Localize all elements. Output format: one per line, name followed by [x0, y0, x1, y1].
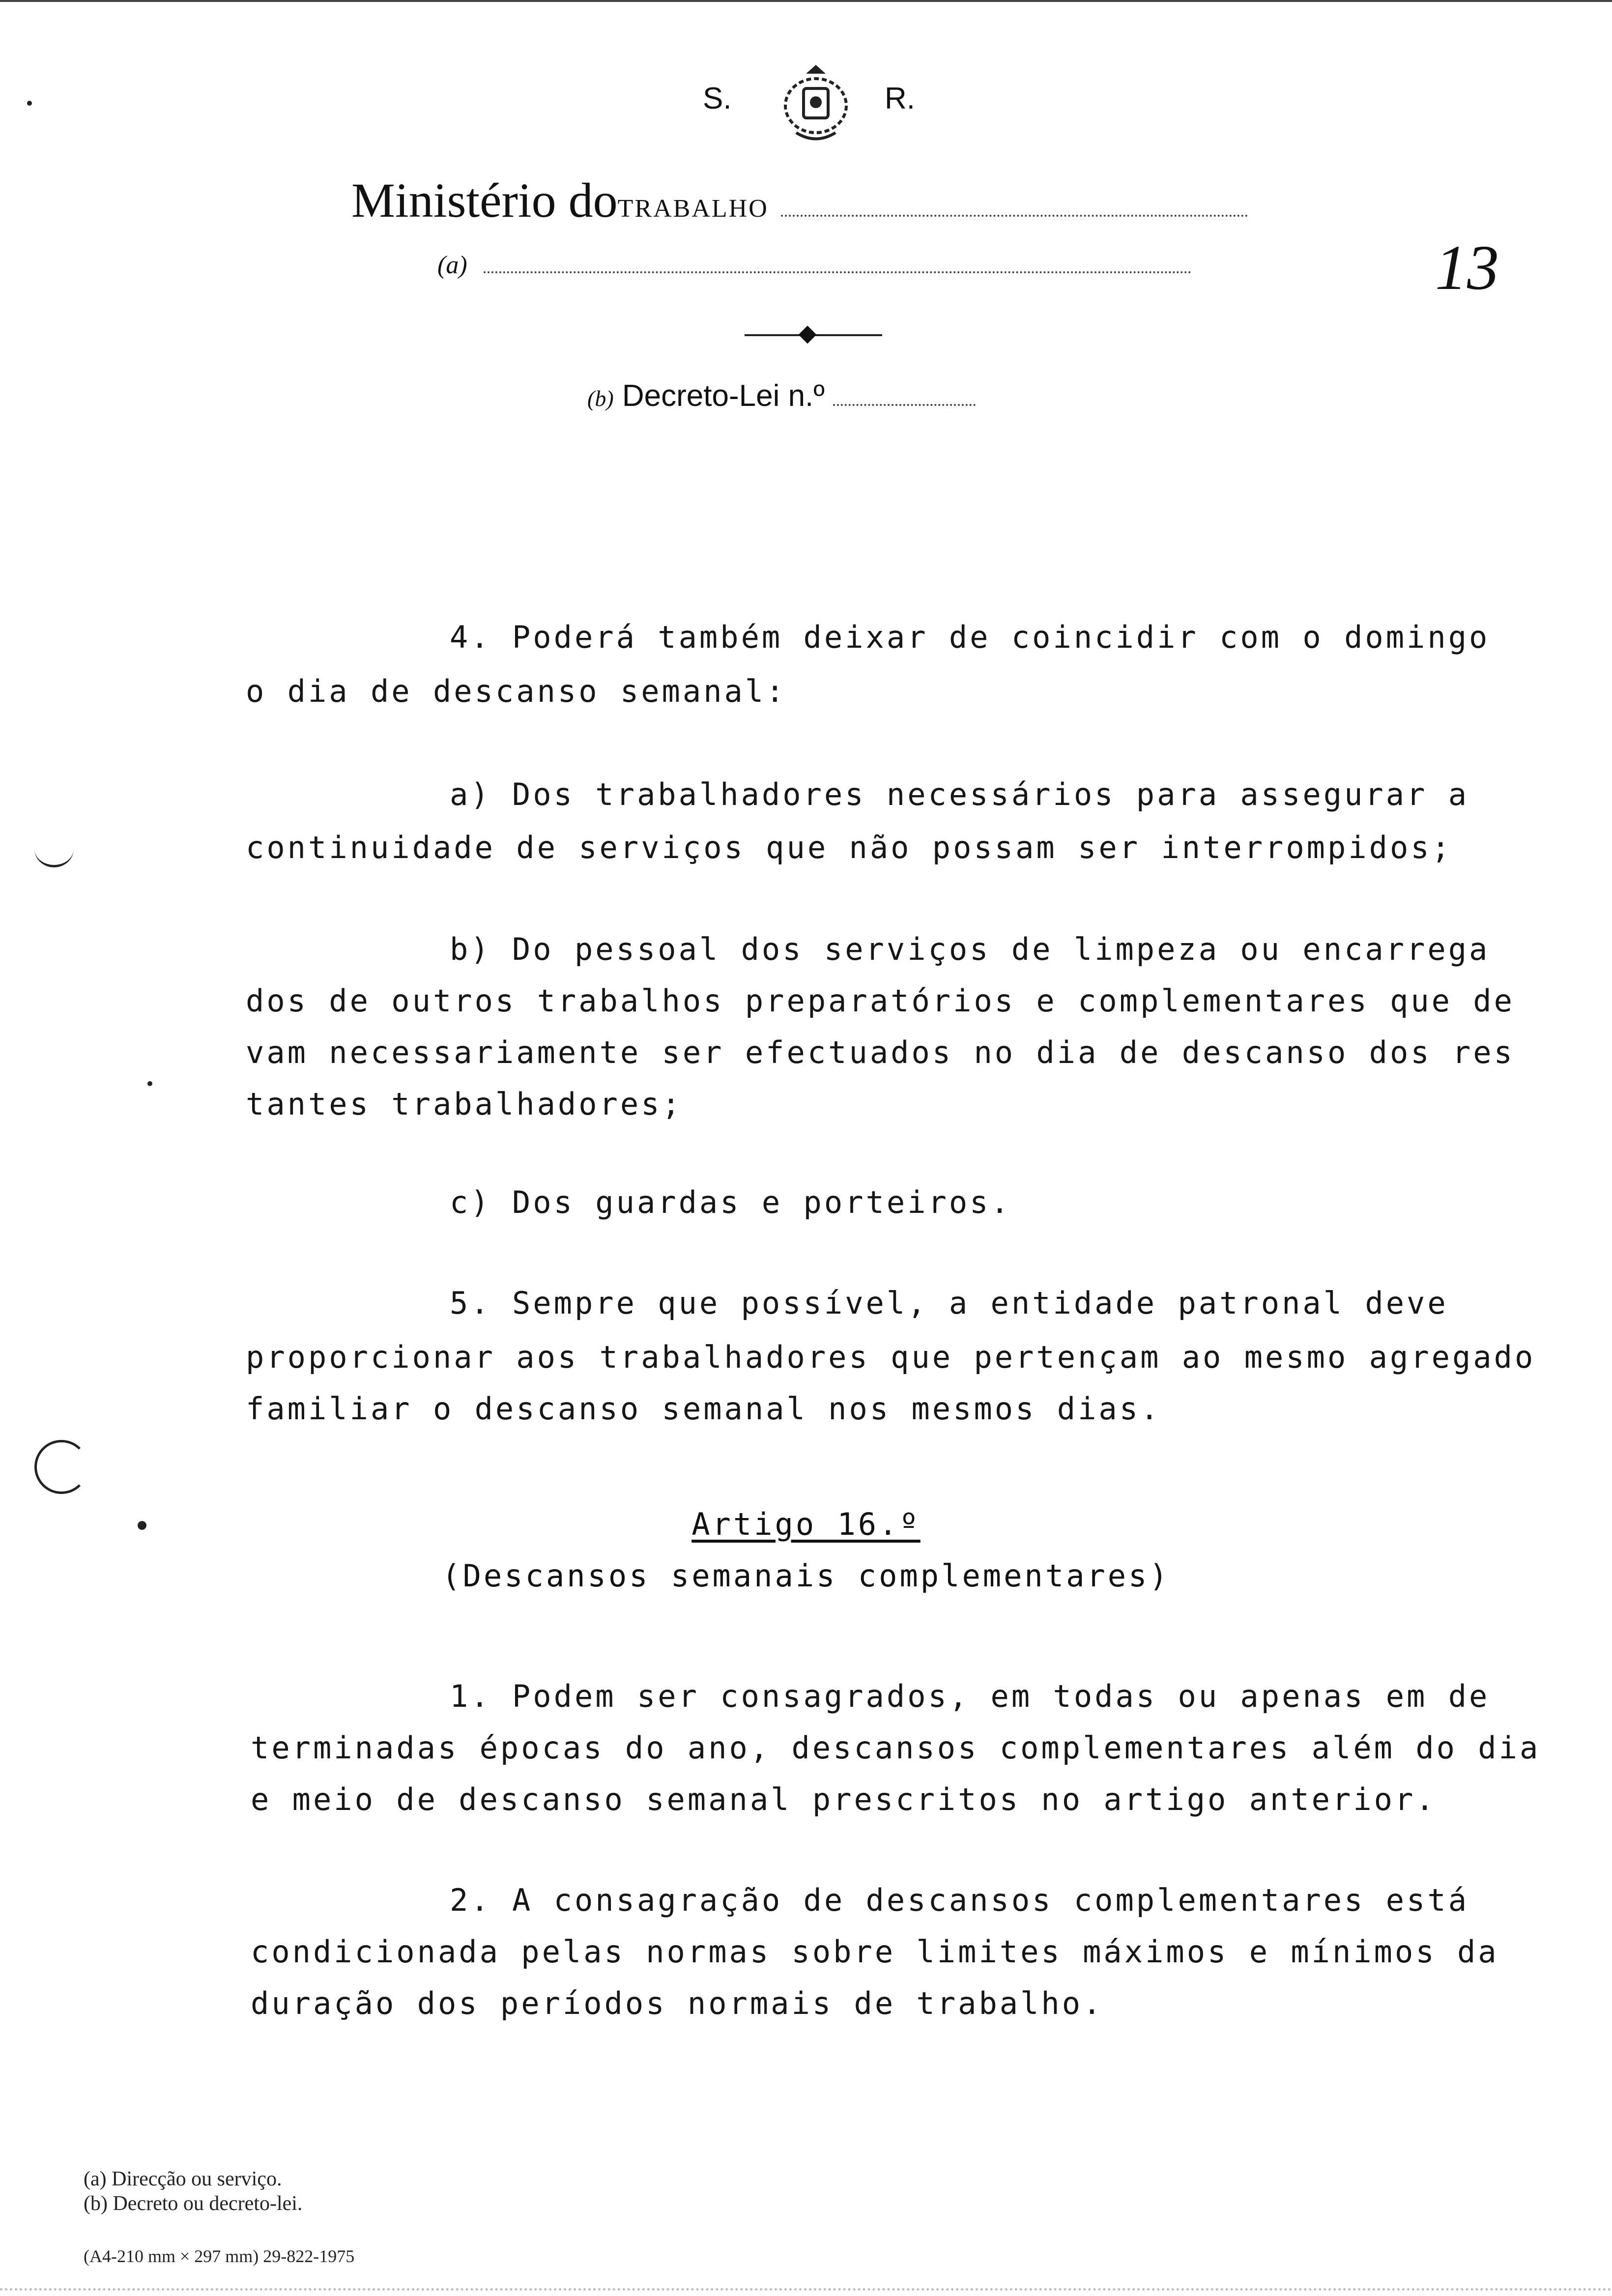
coat-of-arms-icon	[777, 59, 855, 145]
ministry-name: TRABALHO	[617, 195, 769, 223]
scan-speck	[138, 1521, 146, 1530]
scan-speck	[27, 101, 32, 106]
field-a	[437, 251, 1191, 280]
separator-diamond	[799, 326, 817, 344]
decreto-label: Decreto-Lei n.º	[622, 379, 825, 413]
punch-hole-mark	[34, 1440, 88, 1494]
ministry-fill-line	[781, 215, 1248, 217]
article-title-row	[0, 1506, 1612, 1542]
paragraph-2-line-2: condicionada pelas normas sobre limites máximos e mínimos da	[251, 1934, 1499, 1970]
paragraph-2-line-1: 2. A consagração de descansos complementares está	[450, 1882, 1469, 1918]
footnote-a: (a) Direcção ou serviço.	[84, 2168, 282, 2190]
item-b-line-2: dos de outros trabalhos preparatórios e complementares que de	[246, 983, 1515, 1019]
punch-hole-mark	[34, 831, 74, 867]
paragraph-5-line-1: 5. Sempre que possível, a entidade patronal deve	[450, 1285, 1448, 1321]
article-subtitle: (Descansos semanais complementares)	[442, 1558, 1170, 1594]
item-a-line-2: continuidade de serviços que não possam ser interrompidos;	[246, 830, 1452, 865]
bottom-dotted-rule	[0, 2288, 1612, 2291]
field-b-label: (b)	[587, 386, 614, 411]
decreto-line	[587, 378, 976, 413]
print-info: (A4-210 mm × 297 mm) 29-822-1975	[84, 2246, 355, 2266]
item-b-line-1: b) Do pessoal dos serviços de limpeza ou encarrega	[450, 931, 1490, 967]
paragraph-4-line-2: o dia de descanso semanal:	[246, 673, 787, 709]
paragraph-5-line-3: familiar o descanso semanal nos mesmos dias.	[246, 1391, 1161, 1427]
page-number: 13	[1435, 232, 1499, 303]
footnote-b: (b) Decreto ou decreto-lei.	[84, 2192, 303, 2215]
ministry-heading	[351, 172, 1248, 229]
s-letter: S.	[703, 82, 732, 115]
r-letter: R.	[885, 82, 915, 115]
item-c-line-1: c) Dos guardas e porteiros.	[450, 1184, 1011, 1220]
paragraph-2-line-3: duração dos períodos normais de trabalho.	[251, 1985, 1104, 2021]
paragraph-1-line-3: e meio de descanso semanal prescritos no artigo anterior.	[251, 1781, 1437, 1817]
paragraph-1-line-1: 1. Podem ser consagrados, em todas ou apenas em de	[450, 1678, 1490, 1714]
item-b-line-4: tantes trabalhadores;	[246, 1086, 683, 1122]
field-a-line	[484, 271, 1191, 273]
top-rule	[0, 0, 1612, 2]
paragraph-5-line-2: proporcionar aos trabalhadores que pertençam ao mesmo agregado	[246, 1339, 1536, 1375]
field-a-label: (a)	[437, 251, 467, 279]
item-b-line-3: vam necessariamente ser efectuados no dia de descanso dos res	[246, 1034, 1515, 1070]
scan-speck	[147, 1081, 152, 1086]
ministry-prefix: Ministério do	[351, 173, 618, 228]
item-a-line-1: a) Dos trabalhadores necessários para assegurar a	[450, 776, 1469, 812]
article-title: Artigo 16.º	[691, 1506, 921, 1542]
paragraph-4-line-1: 4. Poderá também deixar de coincidir com o domingo	[450, 619, 1490, 655]
paragraph-1-line-2: terminadas épocas do ano, descansos complementares além do dia	[251, 1730, 1541, 1766]
decreto-fill-line	[833, 404, 976, 406]
